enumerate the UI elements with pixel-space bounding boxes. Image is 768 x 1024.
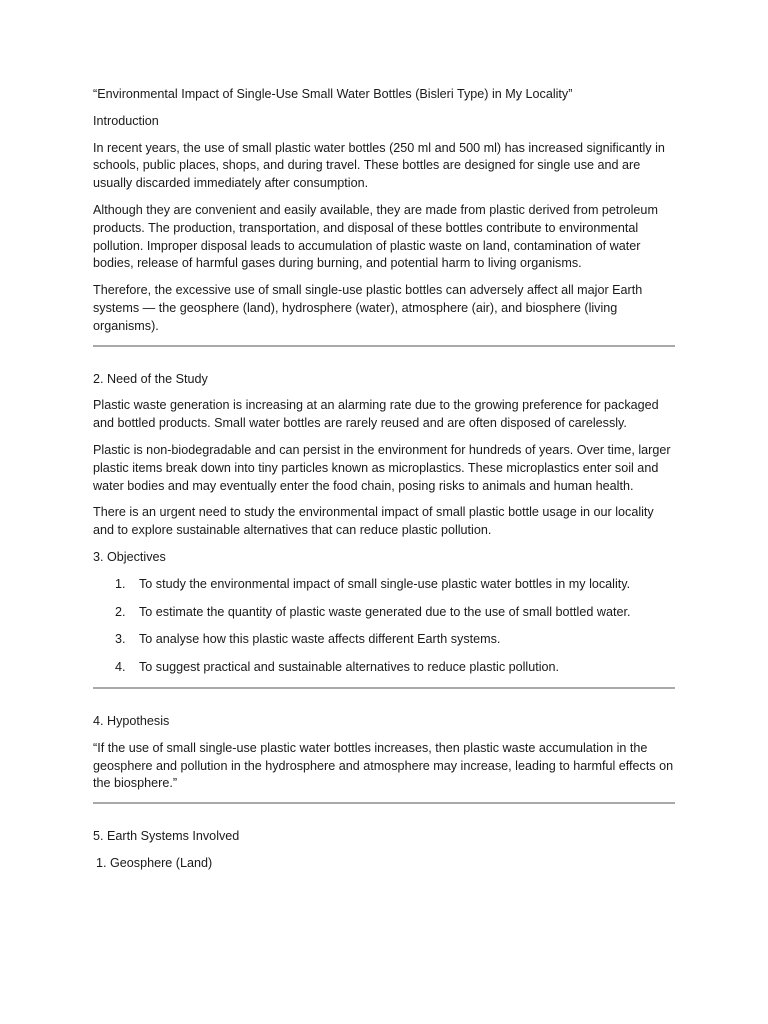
section-divider <box>93 345 675 347</box>
objective-text: To analyse how this plastic waste affects different Earth systems. <box>139 632 501 647</box>
objective-item <box>93 604 675 622</box>
introduction-paragraph-2: Although they are convenient and easily available, they are made from plastic derived from petroleum products. The production, transportation, and disposal of these bottles contribute to environmental pollution. Improper disposal leads to accumulation of plastic waste on land, contamination of water bodies, release of harmful gases during burning, and potential harm to living organisms. <box>93 202 658 271</box>
hypothesis-text: “If the use of small single-use plastic water bottles increases, then plastic waste accumulation in the geosphere and pollution in the hydrosphere and atmosphere may increase, leading to harmful effects on the biosphere.” <box>93 740 674 791</box>
objective-item <box>93 576 675 594</box>
objectives-list <box>93 576 675 677</box>
objective-text: To suggest practical and sustainable alternatives to reduce plastic pollution. <box>139 660 560 675</box>
objective-number: 1. <box>115 576 126 591</box>
objective-item <box>93 631 675 649</box>
document-page <box>93 86 675 882</box>
objective-number: 3. <box>115 632 126 647</box>
objectives-heading: 3. Objectives <box>93 549 166 564</box>
introduction-heading: Introduction <box>93 113 159 128</box>
objective-number: 2. <box>115 604 126 619</box>
need-paragraph-3: There is an urgent need to study the environmental impact of small plastic bottle usage in our locality and to explore sustainable alternatives that can reduce plastic pollution. <box>93 505 654 538</box>
objective-text: To estimate the quantity of plastic waste generated due to the use of small bottled water. <box>139 604 631 619</box>
earth-systems-heading: 5. Earth Systems Involved <box>93 829 240 844</box>
section-divider <box>93 802 675 804</box>
need-paragraph-2: Plastic is non-biodegradable and can persist in the environment for hundreds of years. Over time, larger plastic items break down into tiny particles known as microplastics. These microplastics enter soil and water bodies and may eventually enter the food chain, posing risks to animals and human health. <box>93 442 671 493</box>
objective-text: To study the environmental impact of small single-use plastic water bottles in my locality. <box>139 576 631 591</box>
introduction-paragraph-3: Therefore, the excessive use of small single-use plastic bottles can adversely affect all major Earth systems — the geosphere (land), hydrosphere (water), atmosphere (air), and biosphere (living organisms). <box>93 283 643 333</box>
objective-number: 4. <box>115 660 126 675</box>
document-title: “Environmental Impact of Single-Use Small Water Bottles (Bisleri Type) in My Locality” <box>93 87 573 101</box>
need-heading: 2. Need of the Study <box>93 371 208 386</box>
earth-system-item-geosphere: 1. Geosphere (Land) <box>96 855 213 870</box>
hypothesis-heading: 4. Hypothesis <box>93 713 170 728</box>
introduction-paragraph-1: In recent years, the use of small plastic water bottles (250 ml and 500 ml) has increased significantly in schools, public places, shops, and during travel. These bottles are designed for single use and are usually discarded immediately after consumption. <box>93 140 665 191</box>
need-paragraph-1: Plastic waste generation is increasing at an alarming rate due to the growing preference for packaged and bottled products. Small water bottles are rarely reused and are often disposed of carelessly. <box>93 398 659 431</box>
section-divider <box>93 687 675 689</box>
objective-item <box>93 659 675 677</box>
